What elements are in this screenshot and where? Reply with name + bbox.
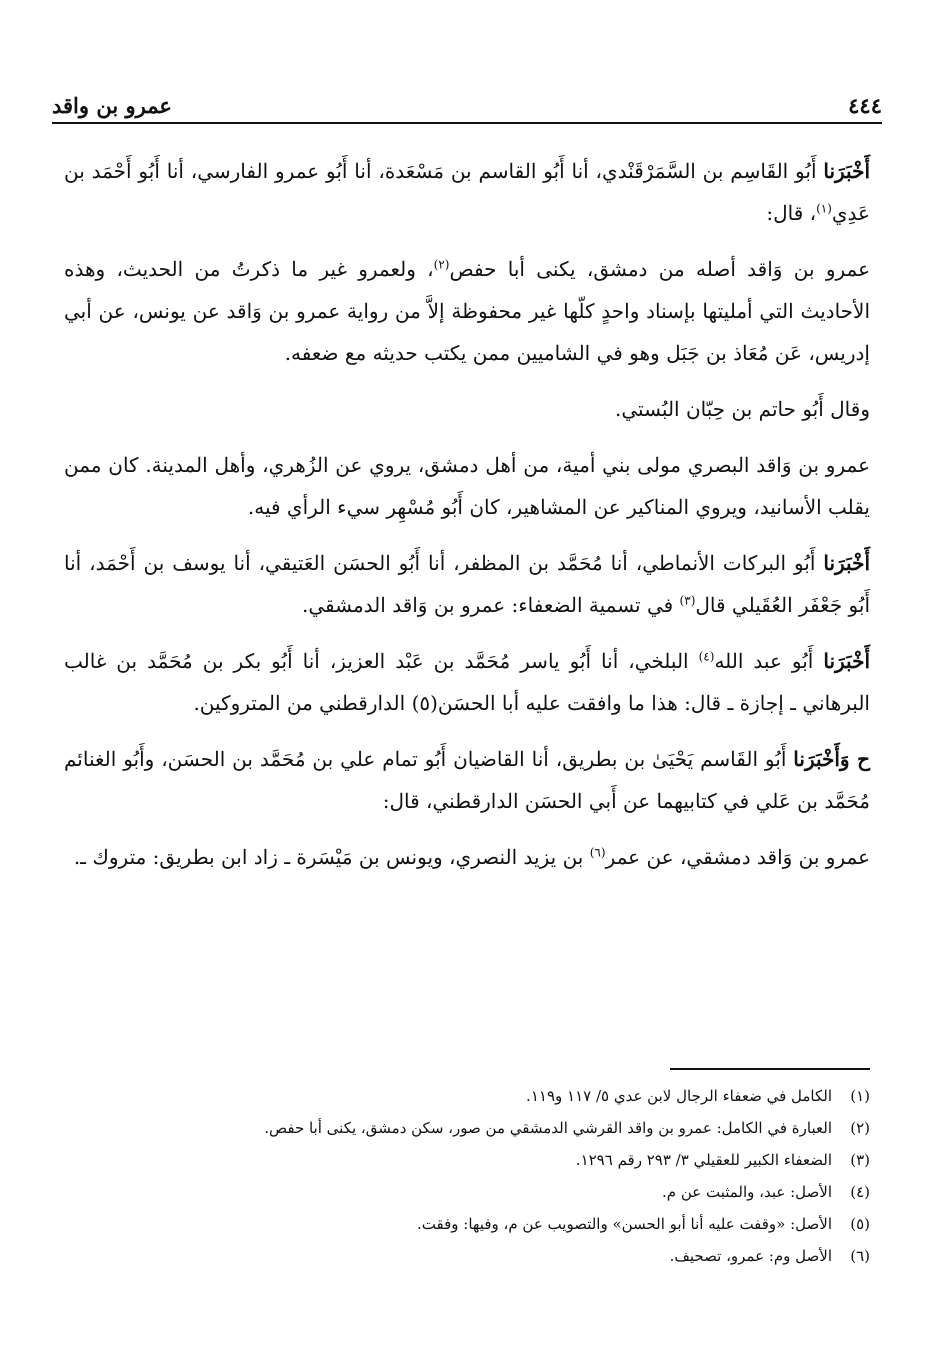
- page-number: ٤٤٤: [848, 93, 882, 118]
- page-header: [52, 88, 882, 124]
- footnote: [64, 1144, 870, 1176]
- paragraph-lead: أَخْبَرَنا: [823, 649, 870, 673]
- paragraph-tail: البلخي، أنا أَبُو ياسر مُحَمَّد بن عَبْد العزيز، أنا أَبُو بكر بن مُحَمَّد بن غالب البرهاني ـ إجازة ـ قال: هذا ما وافقت عليه أبا الحسَن(٥) الدارقطني من المتروكين.: [64, 649, 870, 715]
- footnotes: [64, 1080, 870, 1272]
- paragraph-text: عمرو بن وَاقد البصري مولى بني أمية، من أهل دمشق، يروي عن الزُهري، وأهل المدينة. كان ممن يقلب الأسانيد، ويروي المناكير عن المشاهير، كان أَبُو مُسْهِر سيء الرأي فيه.: [64, 453, 870, 519]
- footnote-text: الأصل: «وقفت عليه أنا أبو الحسن» والتصويب عن م، وفيها: وفقت.: [417, 1215, 832, 1233]
- footnote-ref: (٤): [698, 649, 715, 664]
- main-text: [64, 150, 870, 892]
- footnote-number: (٤): [850, 1183, 870, 1201]
- paragraph-tail: ، قال:: [766, 201, 817, 225]
- paragraph: [64, 640, 870, 724]
- paragraph-lead: ح وَأَخْبَرَنا: [793, 747, 870, 771]
- footnote-number: (١): [850, 1087, 870, 1105]
- paragraph-text: أَبُو البركات الأنماطي، أنا مُحَمَّد بن المظفر، أنا أَبُو الحسَن العَتيقي، أنا يوسف بن أَحْمَد، أنا أَبُو جَعْفَر العُقَيلي قال: [64, 551, 870, 617]
- footnote-text: العبارة في الكامل: عمرو بن واقد القرشي الدمشقي من صور، سكن دمشق، يكنى أبا حفص.: [264, 1119, 832, 1137]
- paragraph-tail: بن يزيد النصري، ويونس بن مَيْسَرة ـ زاد ابن بطريق: متروك ـ.: [73, 845, 590, 869]
- footnote-ref: (٢): [433, 257, 450, 272]
- paragraph: [64, 738, 870, 822]
- footnote: [64, 1112, 870, 1144]
- footnote-number: (٢): [850, 1119, 870, 1137]
- footnote-text: الأصل: عبد، والمثبت عن م.: [662, 1183, 832, 1201]
- paragraph-tail: ، ولعمرو غير ما ذكرتُ من الحديث، وهذه الأحاديث التي أمليتها بإسناد واحدٍ كلّها غير محفوظة إلاَّ من رواية عمرو بن وَاقد عن يونس، عن أبي إدريس، عَن مُعَاذ بن جَبَل وهو في الشاميين ممن يكتب حديثه مع ضعفه.: [64, 257, 870, 365]
- paragraph-text: عمرو بن وَاقد أصله من دمشق، يكنى أبا حفص: [449, 257, 871, 281]
- footnote: [64, 1240, 870, 1272]
- paragraph-lead: أَخْبَرَنا: [823, 159, 870, 183]
- footnote-number: (٣): [850, 1151, 870, 1169]
- paragraph-text: عمرو بن وَاقد دمشقي، عن عمر: [605, 845, 870, 869]
- paragraph-text: أَبُو عبد الله: [714, 649, 824, 673]
- paragraph-tail: في تسمية الضعفاء: عمرو بن وَاقد الدمشقي.: [301, 593, 680, 617]
- paragraph-text: أَبُو القَاسم يَحْيَىٰ بن بطريق، أنا القاضيان أَبُو تمام علي بن مُحَمَّد بن الحسَن، وأَبُو الغنائم مُحَمَّد بن عَلي في كتابيهما عن أَبي الحسَن الدارقطني، قال:: [64, 747, 870, 813]
- paragraph: [64, 248, 870, 374]
- footnote: [64, 1208, 870, 1240]
- paragraph: [64, 542, 870, 626]
- footnote-text: الكامل في ضعفاء الرجال لابن عدي ٥/ ١١٧ و١١٩.: [526, 1087, 832, 1105]
- footnote-ref: (١): [816, 201, 832, 216]
- paragraph-text: وقال أَبُو حاتم بن حِبّان البُستي.: [615, 397, 870, 421]
- footnote-ref: (٣): [679, 593, 696, 608]
- paragraph: [64, 444, 870, 528]
- footnote-number: (٥): [850, 1215, 870, 1233]
- running-title: عمرو بن واقد: [52, 93, 172, 118]
- footnote-text: الضعفاء الكبير للعقيلي ٣/ ٢٩٣ رقم ١٢٩٦.: [575, 1151, 832, 1169]
- paragraph: [64, 388, 870, 430]
- paragraph-lead: أَخْبَرَنا: [823, 551, 870, 575]
- footnote-divider: [670, 1068, 870, 1070]
- footnote-number: (٦): [850, 1247, 870, 1265]
- footnote: [64, 1176, 870, 1208]
- paragraph-text: أَبُو القَاسِم بن السَّمَرْقَنْدي، أنا أَبُو القاسم بن مَسْعَدة، أنا أَبُو عمرو الفارسي، أنا أَبُو أَحْمَد بن عَدِي: [64, 159, 870, 225]
- footnote: [64, 1080, 870, 1112]
- footnote-text: الأصل وم: عمرو، تصحيف.: [669, 1247, 832, 1265]
- paragraph: [64, 150, 870, 234]
- footnote-ref: (٦): [589, 845, 606, 860]
- paragraph: [64, 836, 870, 878]
